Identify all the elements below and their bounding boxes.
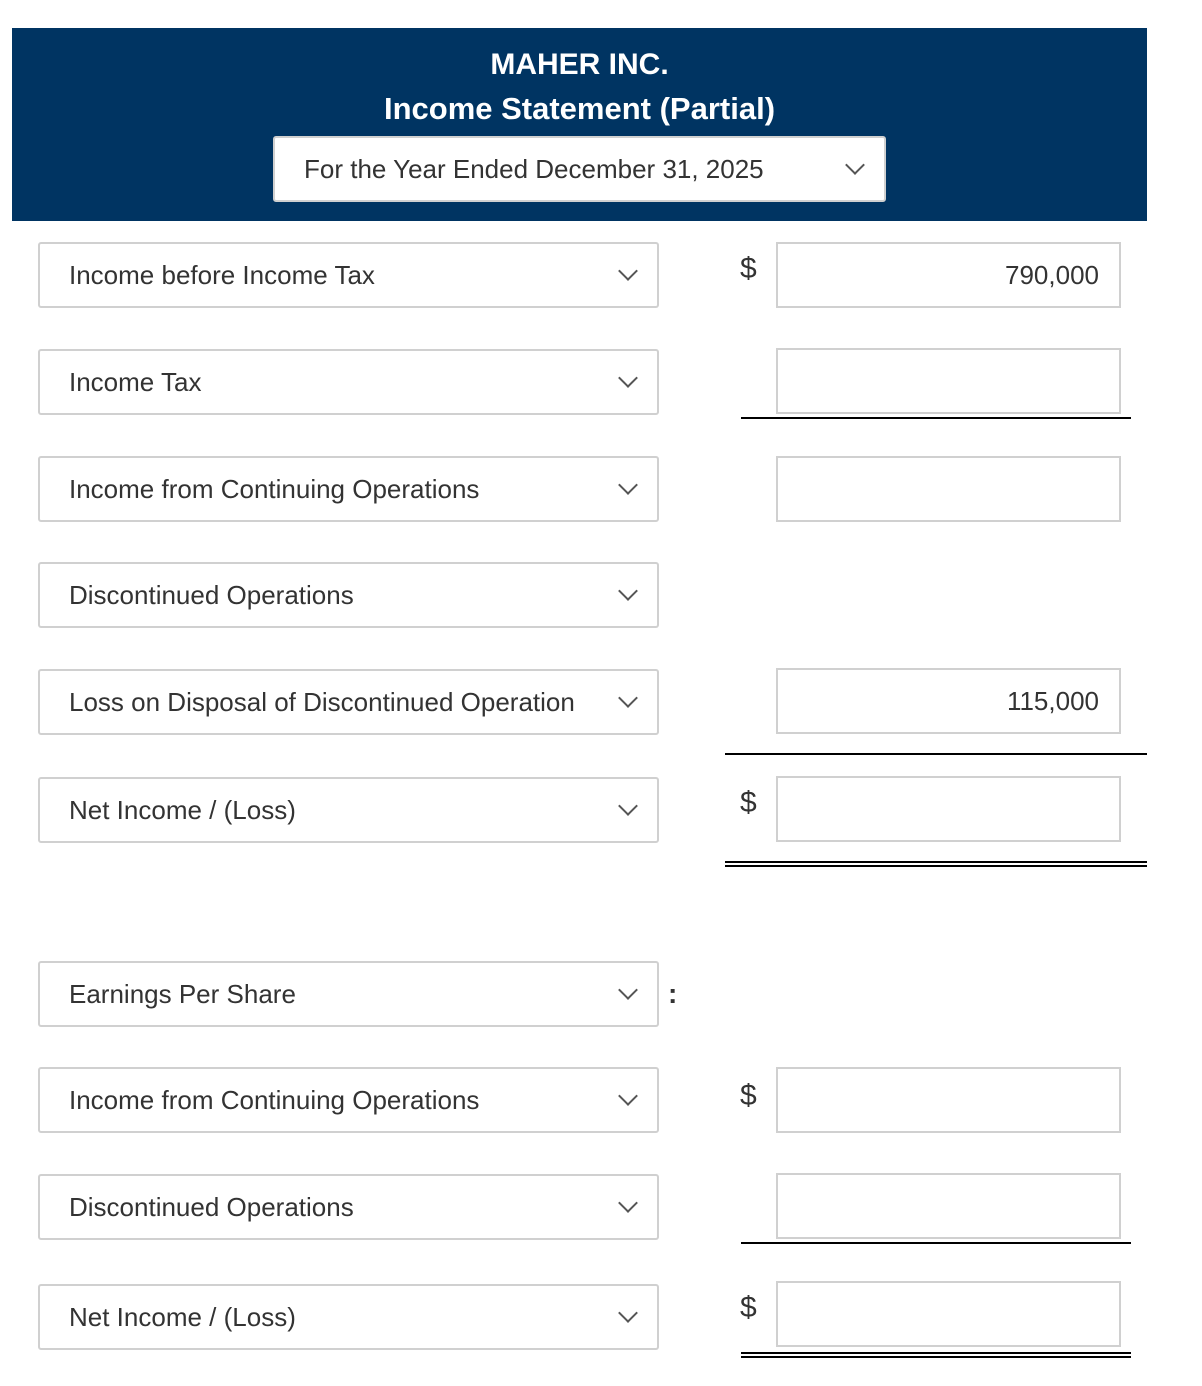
amount-input-9[interactable] [776,1173,1121,1239]
row-select-4[interactable]: Discontinued Operations [38,562,659,628]
row-select-7[interactable]: Earnings Per Share [38,961,659,1027]
double-underline [725,861,1147,863]
double-underline [741,1352,1131,1354]
amount-input-5[interactable] [776,668,1121,734]
colon: : [668,978,678,1009]
underline [741,1242,1131,1244]
dollar-sign: $ [740,252,757,285]
amount-input-6[interactable] [776,776,1121,842]
row-select-5[interactable]: Loss on Disposal of Discontinued Operation [38,669,659,735]
chevron-down-icon [618,1086,638,1106]
double-underline [741,1356,1131,1358]
dollar-sign: $ [740,786,757,819]
period-select[interactable]: For the Year Ended December 31, 2025 [273,136,886,202]
statement-header [12,28,1147,221]
double-underline [725,865,1147,867]
chevron-down-icon [618,796,638,816]
chevron-down-icon [618,475,638,495]
amount-input-1[interactable] [776,242,1121,308]
chevron-down-icon [618,1193,638,1213]
amount-input-2[interactable] [776,348,1121,414]
dollar-sign: $ [740,1079,757,1112]
chevron-down-icon [618,688,638,708]
chevron-down-icon [618,1303,638,1323]
amount-input-3[interactable] [776,456,1121,522]
row-select-10[interactable]: Net Income / (Loss) [38,1284,659,1350]
chevron-down-icon [618,980,638,1000]
amount-input-8[interactable] [776,1067,1121,1133]
chevron-down-icon [618,368,638,388]
row-select-6[interactable]: Net Income / (Loss) [38,777,659,843]
underline [741,417,1131,419]
chevron-down-icon [845,155,865,175]
chevron-down-icon [618,581,638,601]
dollar-sign: $ [740,1291,757,1324]
underline [725,753,1147,755]
amount-input-10[interactable] [776,1281,1121,1347]
company-name: MAHER INC. [490,48,669,81]
statement-title: Income Statement (Partial) [383,91,776,126]
row-select-2[interactable]: Income Tax [38,349,659,415]
row-select-1[interactable]: Income before Income Tax [38,242,659,308]
row-select-9[interactable]: Discontinued Operations [38,1174,659,1240]
chevron-down-icon [618,261,638,281]
row-select-8[interactable]: Income from Continuing Operations [38,1067,659,1133]
row-select-3[interactable]: Income from Continuing Operations [38,456,659,522]
